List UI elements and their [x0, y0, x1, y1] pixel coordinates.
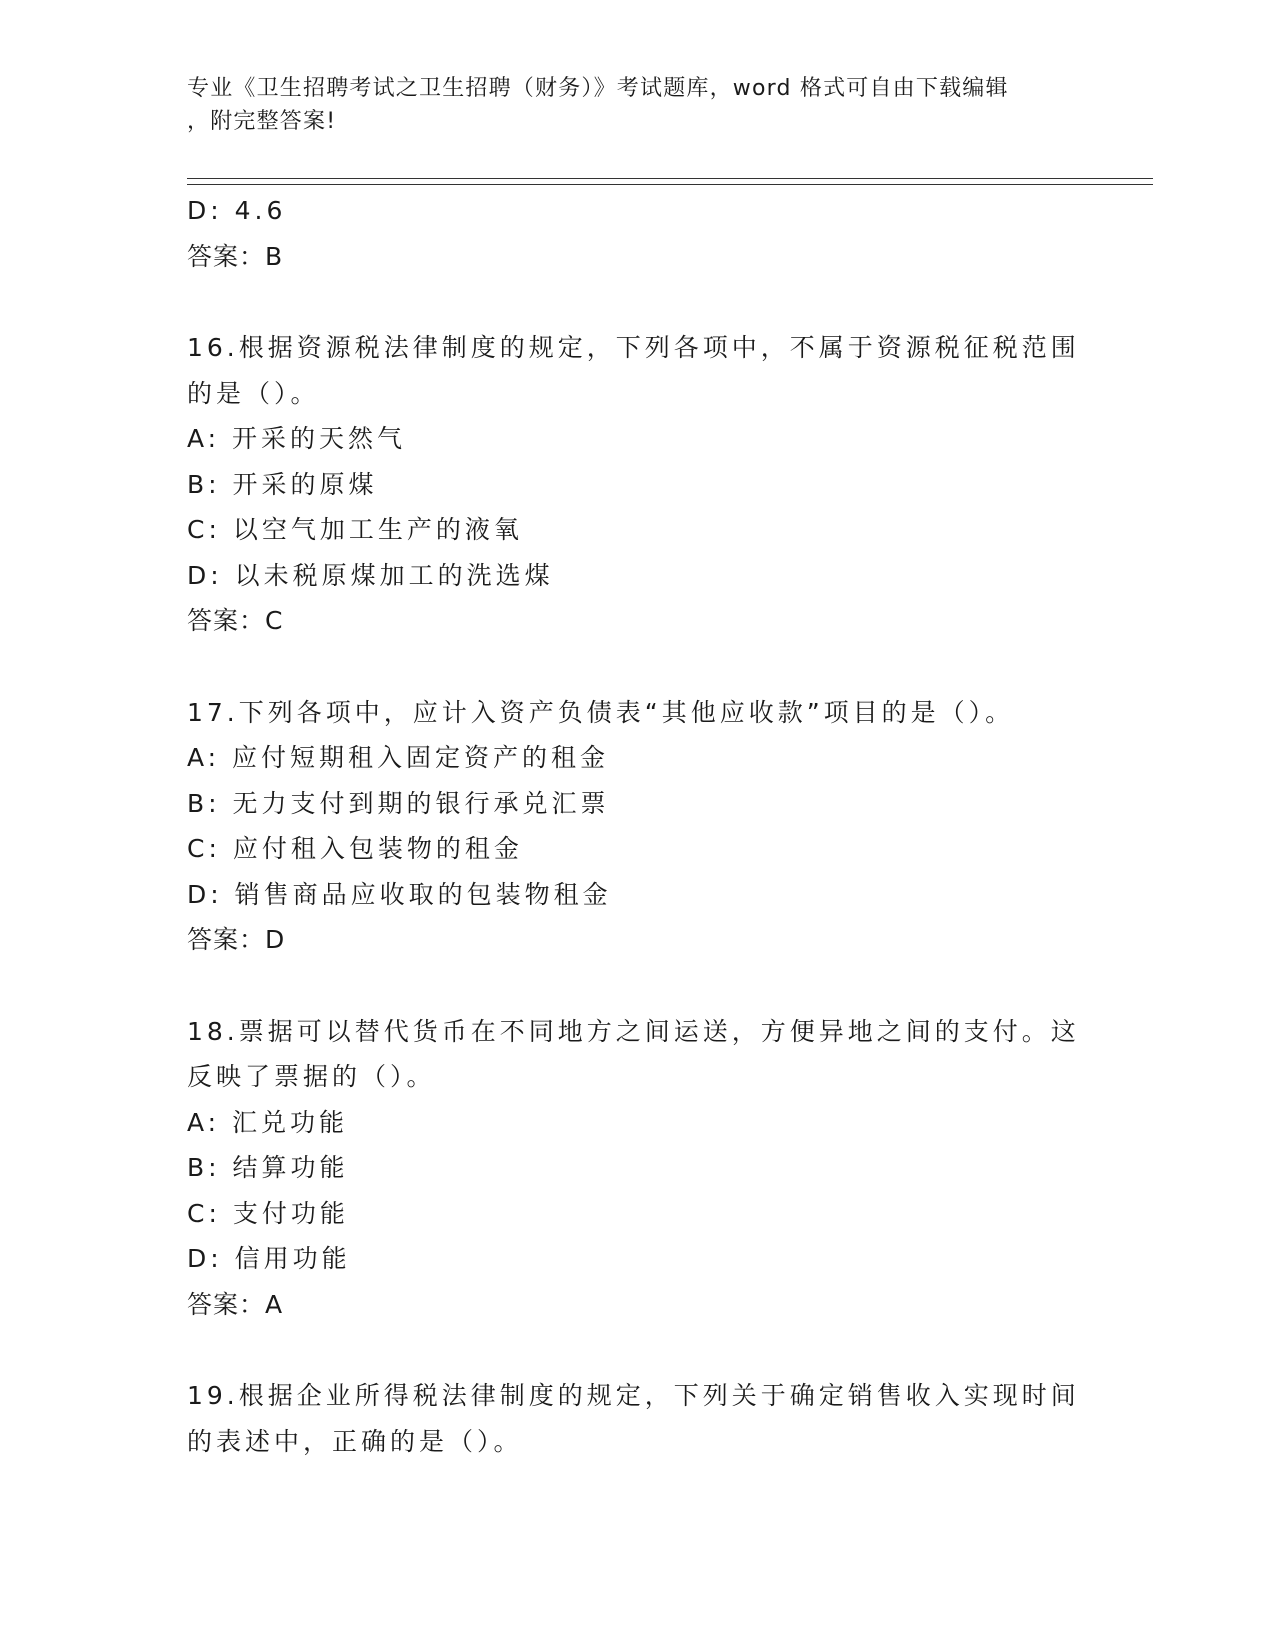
question-stem-line-2: 的表述中，正确的是（）。	[187, 1426, 523, 1456]
option-a: A: 应付短期租入固定资产的租金	[187, 743, 610, 772]
option-d: D: 4.6	[187, 196, 287, 225]
question-stem-line-1: 16.根据资源税法律制度的规定，下列各项中，不属于资源税征税范围	[187, 333, 1080, 362]
question-stem-line-1: 18.票据可以替代货币在不同地方之间运送，方便异地之间的支付。这	[187, 1016, 1080, 1046]
option-a: A: 开采的天然气	[187, 424, 407, 453]
option-c: C: 以空气加工生产的液氧	[187, 515, 523, 544]
option-c: C: 应付租入包装物的租金	[187, 834, 523, 863]
spacer	[187, 963, 1087, 1009]
question-stem-line-1: 19.根据企业所得税法律制度的规定，下列关于确定销售收入实现时间	[187, 1381, 1080, 1410]
option-d: D: 以未税原煤加工的洗选煤	[187, 560, 554, 590]
answer: 答案：D	[187, 925, 286, 954]
option-d: D: 销售商品应收取的包装物租金	[187, 879, 612, 909]
spacer	[187, 1327, 1087, 1373]
header-line-1: 专业《卫生招聘考试之卫生招聘（财务）》考试题库，word 格式可自由下载编辑	[187, 76, 1009, 101]
spacer	[187, 644, 1087, 690]
question-17	[187, 690, 1087, 963]
option-b: B: 开采的原煤	[187, 469, 378, 499]
answer: 答案：A	[187, 1289, 284, 1319]
document-header	[187, 72, 1087, 138]
question-16	[187, 325, 1087, 644]
option-a: A: 汇兑功能	[187, 1107, 349, 1137]
option-b: B: 无力支付到期的银行承兑汇票	[187, 788, 610, 818]
option-b: B: 结算功能	[187, 1153, 349, 1182]
option-c: C: 支付功能	[187, 1198, 349, 1228]
question-19	[187, 1373, 1087, 1464]
option-d: D: 信用功能	[187, 1244, 351, 1273]
answer: 答案：B	[187, 241, 284, 271]
header-divider	[187, 178, 1153, 185]
question-stem-line-1: 17.下列各项中，应计入资产负债表“其他应收款”项目的是（）。	[187, 697, 1015, 727]
spacer	[187, 279, 1087, 325]
question-stem-line-2: 反映了票据的（）。	[187, 1062, 436, 1091]
header-line-2: ，附完整答案!	[187, 109, 337, 134]
question-stem-line-2: 的是（）。	[187, 378, 320, 408]
question-15-tail	[187, 188, 1087, 279]
answer: 答案：C	[187, 606, 284, 635]
question-list	[187, 188, 1087, 1464]
question-18	[187, 1009, 1087, 1328]
